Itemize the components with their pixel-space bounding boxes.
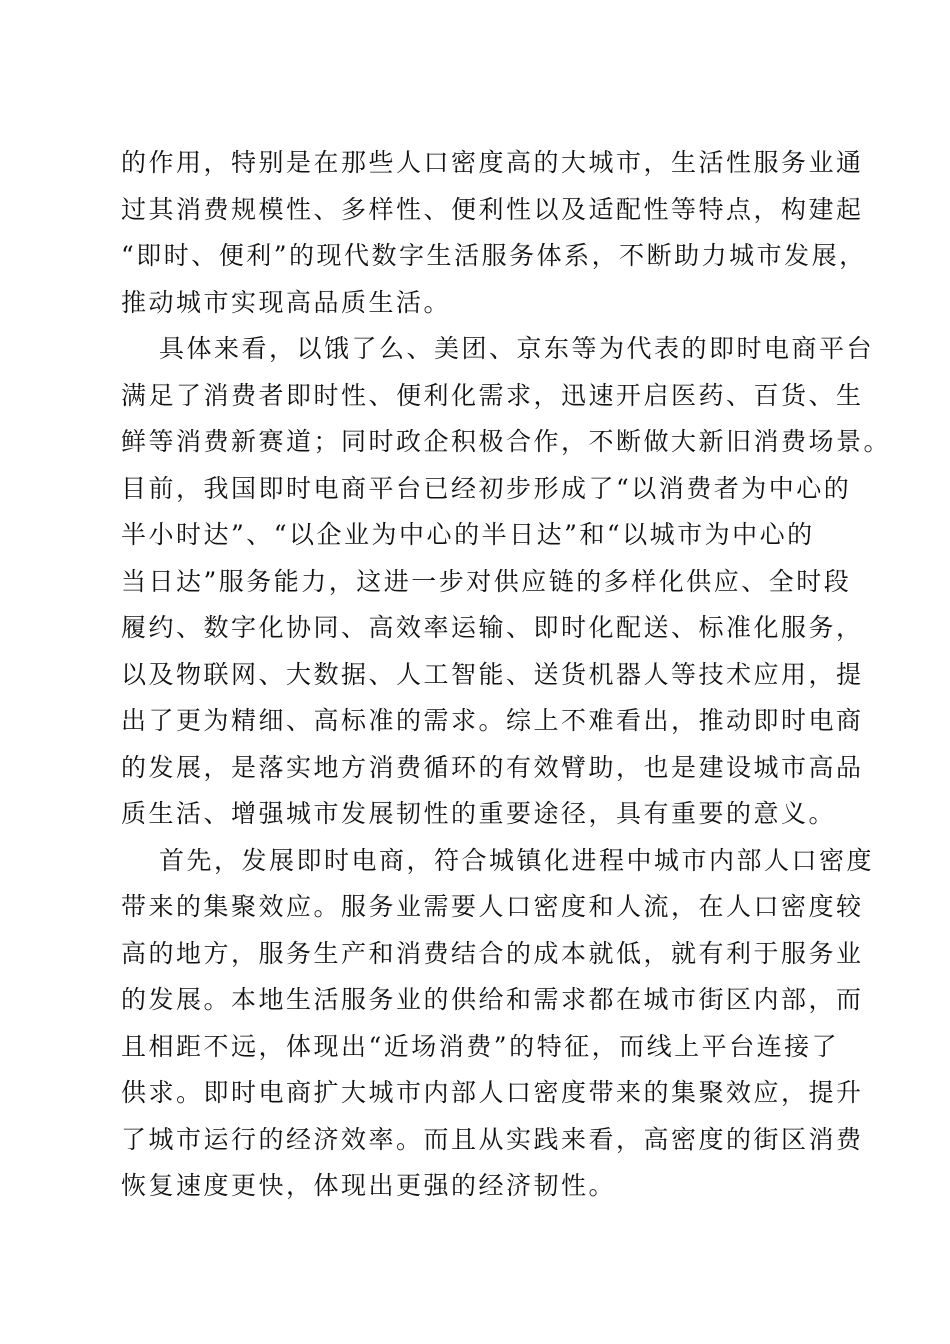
text-line: 出了更为精细、高标准的需求。综上不难看出，推动即时电商 xyxy=(121,706,864,735)
text-line: 履约、数字化协同、高效率运输、即时化配送、标准化服务， xyxy=(121,613,864,642)
text-line: 推动城市实现高品质生活。 xyxy=(121,287,452,317)
text-line: 半小时达”、“以企业为中心的半日达”和“以城市为中心的 xyxy=(121,520,815,549)
paragraph-first-line: 首先，发展即时电商，符合城镇化进程中城市内部人口密度 xyxy=(159,845,875,875)
text-line: 高的地方，服务生产和消费结合的成本就低，就有利于服务业 xyxy=(121,938,864,968)
paragraph-first-line: 具体来看，以饿了么、美团、京东等为代表的即时电商平台 xyxy=(159,334,875,363)
text-line: 以及物联网、大数据、人工智能、送货机器人等技术应用，提 xyxy=(121,659,864,689)
text-line: 且相距不远，体现出“近场消费”的特征，而线上平台连接了 xyxy=(121,1031,840,1061)
text-line: 供求。即时电商扩大城市内部人口密度带来的集聚效应，提升 xyxy=(121,1078,864,1107)
text-line: 的作用，特别是在那些人口密度高的大城市，生活性服务业通 xyxy=(121,148,864,177)
text-line: 恢复速度更快，体现出更强的经济韧性。 xyxy=(121,1171,617,1200)
text-line: 的发展。本地生活服务业的供给和需求都在城市街区内部，而 xyxy=(121,985,864,1014)
text-line: 目前，我国即时电商平台已经初步形成了“以消费者为中心的 xyxy=(121,473,852,503)
text-line: 满足了消费者即时性、便利化需求，迅速开启医药、百货、生 xyxy=(121,380,864,410)
text-line: 过其消费规模性、多样性、便利性以及适配性等特点，构建起 xyxy=(121,194,864,224)
text-line: 了城市运行的经济效率。而且从实践来看，高密度的街区消费 xyxy=(121,1124,864,1154)
text-line: “即时、便利”的现代数字生活服务体系，不断助力城市发展， xyxy=(121,241,867,270)
body-text xyxy=(121,140,892,1210)
text-line: 的发展，是落实地方消费循环的有效臂助，也是建设城市高品 xyxy=(121,752,864,782)
text-line: 带来的集聚效应。服务业需要人口密度和人流，在人口密度较 xyxy=(121,892,864,921)
text-line: 质生活、增强城市发展韧性的重要途径，具有重要的意义。 xyxy=(121,799,837,828)
text-line: 鲜等消费新赛道；同时政企积极合作，不断做大新旧消费场景。 xyxy=(121,427,892,456)
text-line: 当日达”服务能力，这进一步对供应链的多样化供应、全时段 xyxy=(121,566,852,596)
